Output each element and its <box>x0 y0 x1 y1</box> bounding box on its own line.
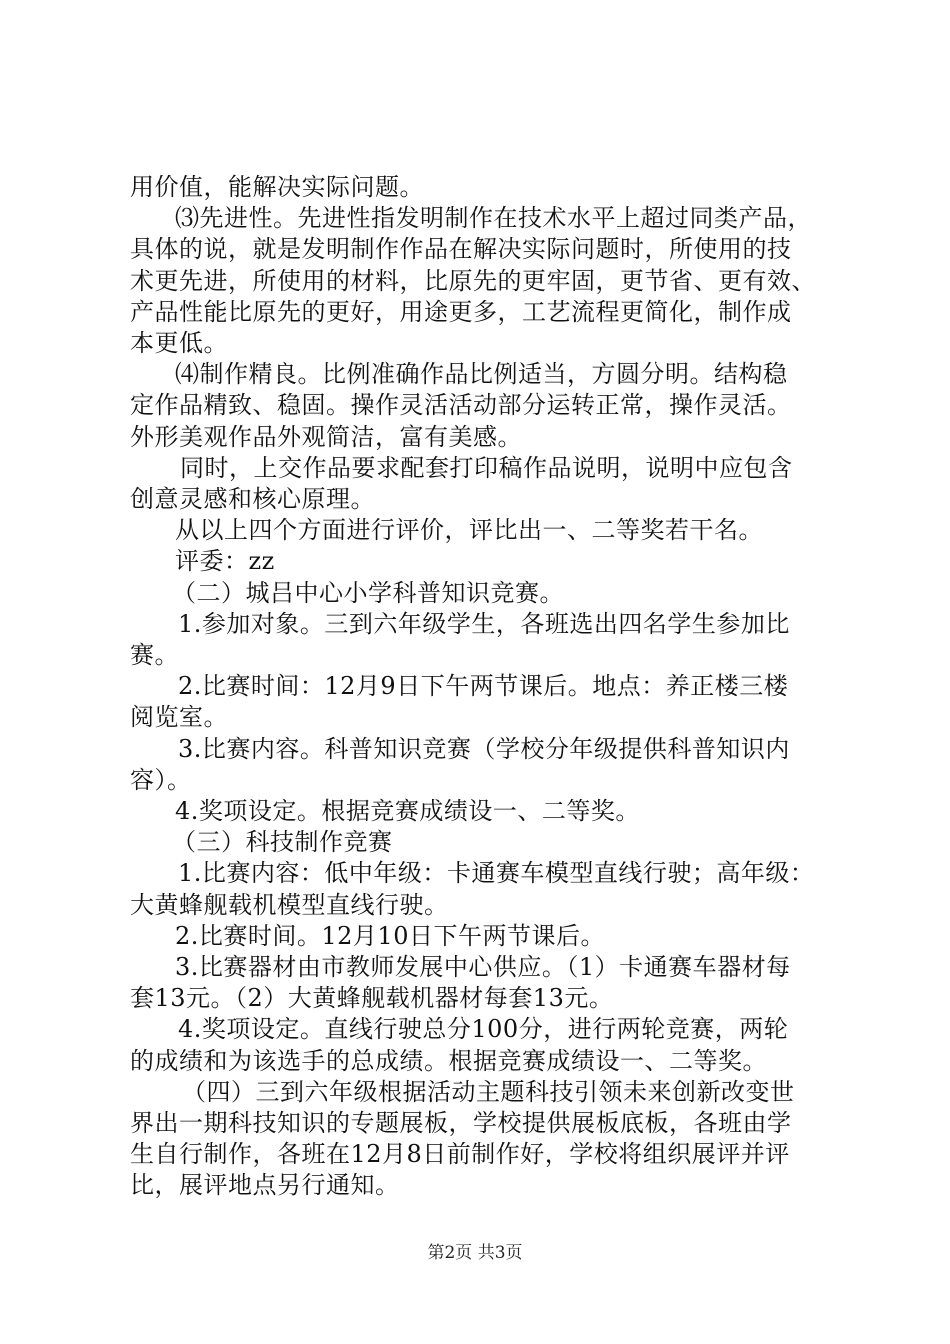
text-line: 3.比赛器材由市教师发展中心供应。（1）卡通赛车器材每 <box>175 953 791 981</box>
text-line: 具体的说，就是发明制作作品在解决实际问题时，所使用的技 <box>130 235 792 264</box>
text-line: 大黄蜂舰载机模型直线行驶。 <box>130 890 449 919</box>
text-line: 生自行制作，各班在12月8日前制作好，学校将组织展评并评 <box>130 1140 790 1169</box>
text-line: 用价值，能解决实际问题。 <box>130 173 424 201</box>
text-line: 套13元。（2）大黄蜂舰载机器材每套13元。 <box>130 984 614 1013</box>
text-line: 赛。 <box>130 641 179 669</box>
text-line: （三）科技制作竞赛 <box>172 828 393 857</box>
text-line: 外形美观作品外观简洁，富有美感。 <box>130 422 522 451</box>
text-line: 阅览室。 <box>130 703 228 732</box>
page-footer: 第2页 共3页 <box>427 1243 523 1263</box>
text-line: ⑶先进性。先进性指发明制作在技术水平上超过同类产品， <box>175 204 812 233</box>
text-line: ⑷制作精良。比例准确作品比例适当，方圆分明。结构稳 <box>175 360 788 389</box>
text-line: 2.比赛时间。12月10日下午两节课后。 <box>175 921 605 950</box>
text-line: 界出一期科技知识的专题展板，学校提供展板底板，各班由学 <box>130 1109 792 1137</box>
text-line: 容）。 <box>130 765 192 794</box>
text-line: 同时，上交作品要求配套打印稿作品说明，说明中应包含 <box>180 453 793 482</box>
text-line: 术更先进，所使用的材料，比原先的更牢固，更节省、更有效、 <box>130 266 816 295</box>
text-line: 创意灵感和核心原理。 <box>130 485 375 513</box>
text-line: 评委：zz <box>175 547 275 576</box>
text-line: 1.比赛内容：低中年级：卡通赛车模型直线行驶；高年级： <box>178 859 815 888</box>
text-line: 4.奖项设定。根据竞赛成绩设一、二等奖。 <box>175 797 640 825</box>
text-line: 的成绩和为该选手的总成绩。根据竞赛成绩设一、二等奖。 <box>130 1046 767 1075</box>
text-line: 4.奖项设定。直线行驶总分100分，进行两轮竞赛，两轮 <box>178 1015 789 1044</box>
text-line: 定作品精致、稳固。操作灵活活动部分运转正常，操作灵活。 <box>130 391 792 420</box>
text-line: 3.比赛内容。科普知识竞赛（学校分年级提供科普知识内 <box>178 734 790 763</box>
text-line: 从以上四个方面进行评价，评比出一、二等奖若干名。 <box>175 516 763 545</box>
text-line: （四）三到六年级根据活动主题科技引领未来创新改变世 <box>182 1077 795 1106</box>
text-line: 产品性能比原先的更好，用途更多，工艺流程更简化，制作成 <box>130 297 792 326</box>
text-line: 本更低。 <box>130 329 228 357</box>
text-line: 比，展评地点另行通知。 <box>130 1171 400 1200</box>
text-line: （二）城吕中心小学科普知识竞赛。 <box>172 578 564 607</box>
text-line: 1.参加对象。三到六年级学生，各班选出四名学生参加比 <box>178 609 790 638</box>
text-line: 2.比赛时间：12月9日下午两节课后。地点：养正楼三楼 <box>178 672 789 701</box>
